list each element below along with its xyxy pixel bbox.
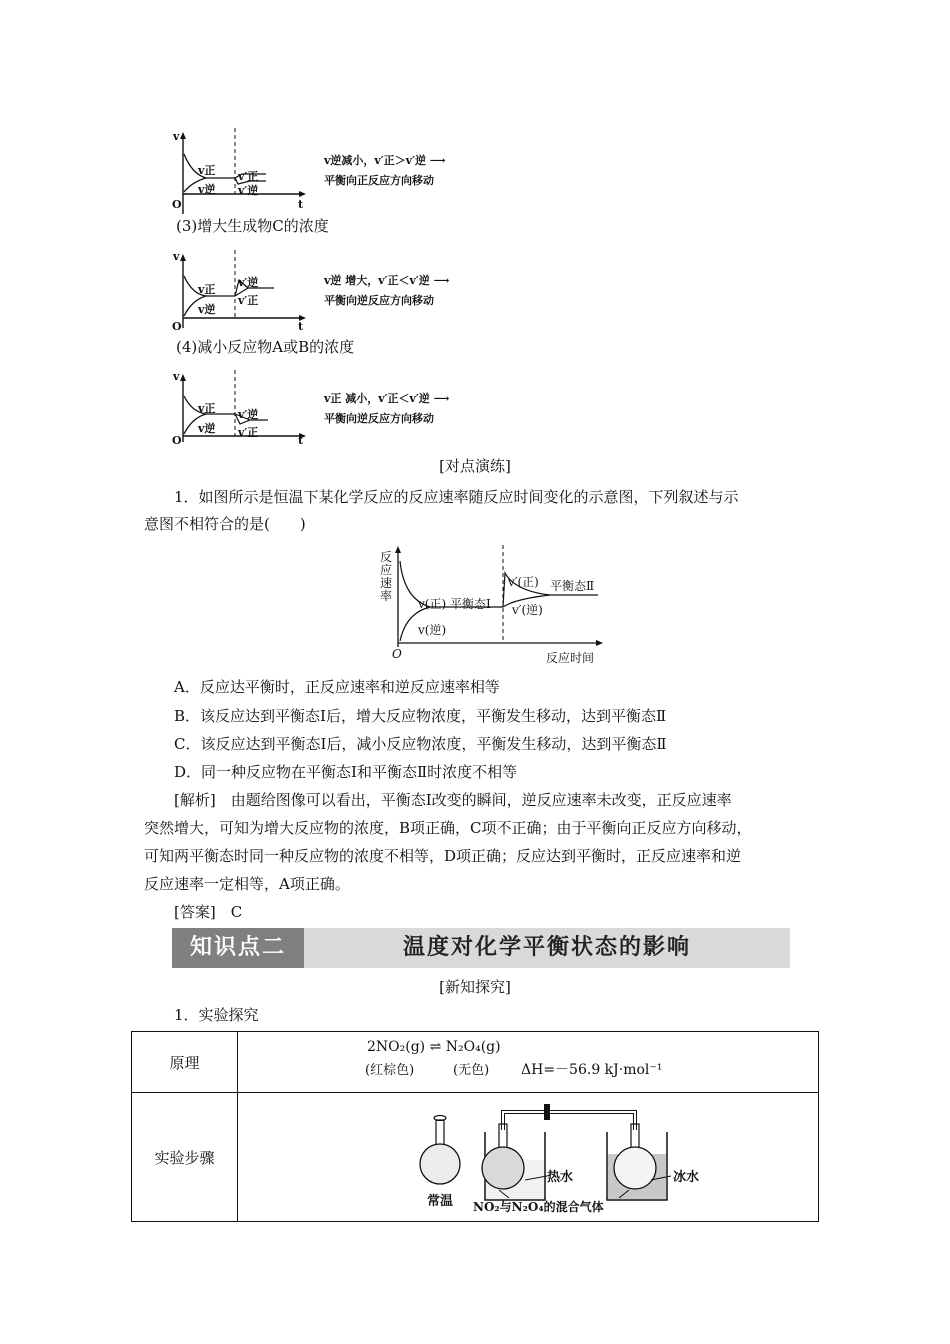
v-prime-upper-label: v′逆 xyxy=(238,408,259,421)
option-b: B．该反应达到平衡态Ⅰ后，增大反应物浓度，平衡发生移动，达到平衡态Ⅱ xyxy=(174,707,667,725)
label-state-2: 平衡态Ⅱ xyxy=(550,579,595,593)
experiment-table xyxy=(131,1031,819,1222)
analysis-line1: [解析] 由题给图像可以看出，平衡态Ⅰ改变的瞬间，逆反应速率未改变，正反应速率 xyxy=(174,791,732,809)
caption-3: (3)增大生成物C的浓度 xyxy=(176,217,329,235)
v-prime-lower-label: v′正 xyxy=(238,426,259,439)
lab-apparatus xyxy=(239,1094,817,1220)
v-reverse-label: v逆 xyxy=(198,422,216,435)
rate-time-figure xyxy=(370,543,620,669)
axis-v-label: v xyxy=(173,130,180,143)
enthalpy: ΔH=－56.9 kJ·mol⁻¹ xyxy=(521,1062,663,1078)
v-prime-upper-label: v′逆 xyxy=(238,276,259,289)
option-a: A．反应达平衡时，正反应速率和逆反应速率相等 xyxy=(174,678,500,696)
vt-graph-1 xyxy=(168,126,468,226)
axis-t-label: t xyxy=(298,198,304,211)
axis-t-label: t xyxy=(298,320,304,333)
question-line1: 1．如图所示是恒温下某化学反应的反应速率随反应时间变化的示意图，下列叙述与示 xyxy=(174,488,739,506)
axis-t-label: t xyxy=(298,434,304,447)
label-hot-water: 热水 xyxy=(547,1170,574,1185)
v-prime-upper-label: v′正 xyxy=(238,170,259,183)
v-forward-label: v正 xyxy=(198,283,216,296)
caption-4: (4)减小反应物A或B的浓度 xyxy=(176,338,355,356)
steps-label-cell xyxy=(132,1093,238,1222)
v-prime-lower-label: v′正 xyxy=(238,294,259,307)
analysis-line3: 可知两平衡态时同一种反应物的浓度不相等，D项正确；反应达到平衡时，正反应速率和逆 xyxy=(144,847,742,865)
table-row-principle xyxy=(132,1032,819,1093)
practice-header: [对点演练] xyxy=(439,457,511,475)
vt-graph-2 xyxy=(168,248,468,348)
label-v-forward-2: v′(正) xyxy=(508,575,539,589)
option-c: C．该反应达到平衡态Ⅰ后，减小反应物浓度，平衡发生移动，达到平衡态Ⅱ xyxy=(174,735,667,753)
v-forward-label: v正 xyxy=(198,402,216,415)
label-room-temp: 常温 xyxy=(427,1194,454,1209)
label-v-reverse-2: v′(逆) xyxy=(512,603,543,617)
principle-label-cell xyxy=(132,1032,238,1093)
v-prime-lower-label: v′逆 xyxy=(238,184,259,197)
v-forward-label: v正 xyxy=(198,164,216,177)
section-banner xyxy=(172,928,790,968)
graph-note-line1: v逆 增大，v′正＜v′逆 ⟶ xyxy=(324,274,450,287)
graph-note-line2: 平衡向逆反应方向移动 xyxy=(324,412,434,425)
label-gas-mixture: NO₂与N₂O₄的混合气体 xyxy=(473,1200,604,1214)
axis-v-label: v xyxy=(173,250,180,263)
origin-label: O xyxy=(172,320,182,333)
axis-v-label: v xyxy=(173,370,180,383)
label-v-forward: v(正) xyxy=(418,597,447,611)
graph-note-line1: v逆减小，v′正＞v′逆 ⟶ xyxy=(324,154,446,167)
steps-label: 实验步骤 xyxy=(154,1148,215,1167)
origin-label: O xyxy=(172,198,182,211)
experiment-heading: 1．实验探究 xyxy=(174,1006,259,1024)
graph-note-line2: 平衡向正反应方向移动 xyxy=(324,174,434,187)
figure-xlabel: 反应时间 xyxy=(546,651,595,665)
new-knowledge-header: [新知探究] xyxy=(439,978,511,996)
principle-content-cell xyxy=(238,1032,819,1093)
question-line2: 意图不相符合的是( ) xyxy=(144,515,306,533)
analysis-line4: 反应速率一定相等，A项正确。 xyxy=(144,875,350,893)
reaction-equation: 2NO₂(g) ⇌ N₂O₄(g) xyxy=(367,1039,501,1055)
color-no2: (红棕色) xyxy=(365,1063,415,1078)
color-n2o4: (无色) xyxy=(453,1063,490,1078)
label-ice-water: 冰水 xyxy=(673,1170,700,1185)
figure-origin: O xyxy=(392,647,402,661)
table-row-steps xyxy=(132,1093,819,1222)
analysis-line2: 突然增大，可知为增大反应物的浓度，B项正确，C项不正确；由于平衡向正反应方向移动， xyxy=(144,819,752,837)
label-v-reverse: v(逆) xyxy=(418,623,447,637)
answer-line: [答案] C xyxy=(174,903,243,921)
figure-ylabel: 反应速率 xyxy=(380,550,393,603)
origin-label: O xyxy=(172,434,182,447)
section-title: 温度对化学平衡状态的影响 xyxy=(402,935,691,960)
graph-note-line2: 平衡向逆反应方向移动 xyxy=(324,294,434,307)
steps-content-cell xyxy=(238,1093,819,1222)
vt-graph-3 xyxy=(168,368,468,450)
option-d: D．同一种反应物在平衡态Ⅰ和平衡态Ⅱ时浓度不相等 xyxy=(174,763,518,781)
v-reverse-label: v逆 xyxy=(198,303,216,316)
section-tag: 知识点二 xyxy=(172,928,304,968)
principle-label: 原理 xyxy=(169,1053,200,1072)
v-reverse-label: v逆 xyxy=(198,183,216,196)
graph-note-line1: v正 减小，v′正＜v′逆 ⟶ xyxy=(324,392,450,405)
label-state-1: 平衡态Ⅰ xyxy=(450,597,491,611)
